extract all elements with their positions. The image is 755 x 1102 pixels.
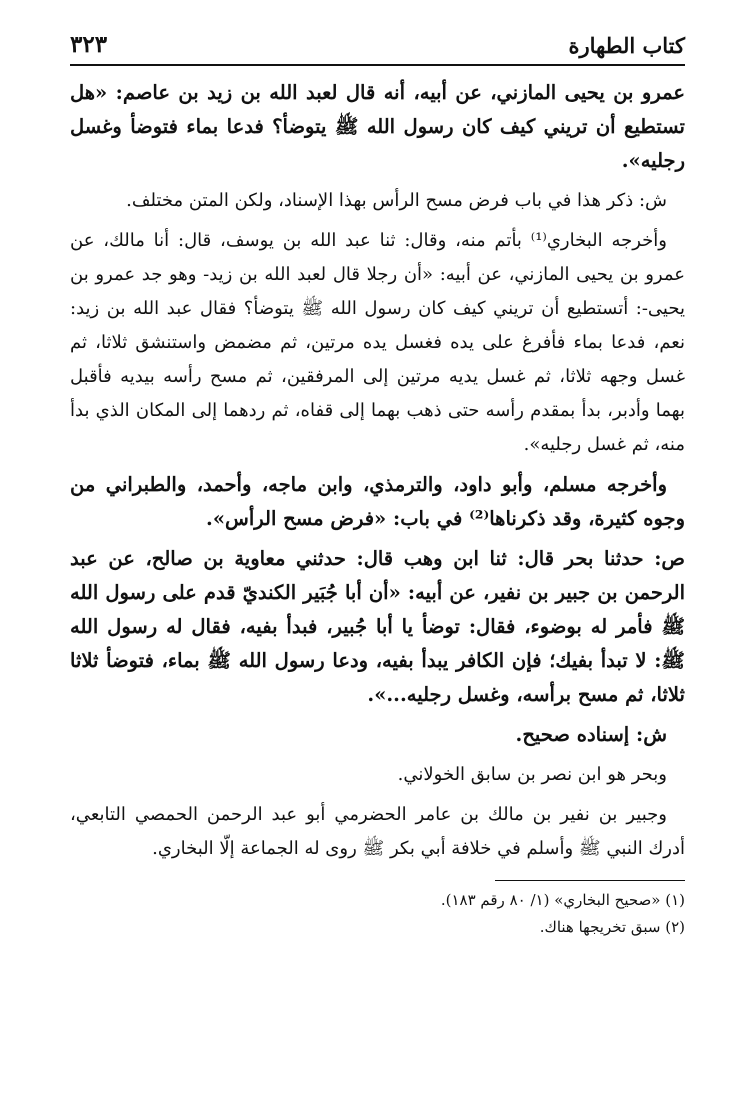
page-header (70, 22, 685, 58)
commentary-paragraph: ش: ذكر هذا في باب فرض مسح الرأس بهذا الإسناد، ولكن المتن مختلف. (126, 190, 667, 211)
footnote-2: (٢) سبق تخريجها هناك. (539, 918, 685, 936)
hadith-text: ص: حدثنا بحر قال: ثنا ابن وهب قال: حدثني معاوية بن صالح، عن عبد الرحمن بن جبير بن نفير، عن أبيه: «أن أبا جُبَير الكنديّ قدم على رسول الله ﷺ فأمر له بوضوء، فقال: توضأ يا أبا جُبير، فبدأ بفيه، فقال له رسول الله ﷺ: لا تبدأ بفيك؛ فإن الكافر يبدأ بفيه، ودعا رسول الله ﷺ بماء، فتوضأ ثلاثا ثلاثا، ثم مسح برأسه، وغسل رجليه...». (70, 547, 685, 706)
body-text (70, 76, 685, 866)
page-number: ٣٢٣ (70, 31, 108, 58)
footnote-rule (495, 880, 685, 881)
isnad-verdict: ش: إسناده صحيح. (515, 723, 667, 746)
hadith-text-continued: عمرو بن يحيى المازني، عن أبيه، أنه قال لعبد الله بن زيد بن عاصم: «هل تستطيع أن تريني كيف كان رسول الله ﷺ يتوضأ؟ فدعا بماء فتوضأ وغسل رجليه». (70, 81, 685, 172)
takhrij-paragraph: وأخرجه مسلم، وأبو داود، والترمذي، وابن ماجه، وأحمد، والطبراني من وجوه كثيرة، وقد ذكرناها⁽²⁾ في باب: «فرض مسح الرأس». (70, 473, 685, 530)
narrator-note-bahr: وبحر هو ابن نصر بن سابق الخولاني. (397, 764, 667, 785)
bukhari-narration: وأخرجه البخاري⁽¹⁾ بأتم منه، وقال: ثنا عبد الله بن يوسف، قال: أنا مالك، عن عمرو بن يحيى المازني، عن أبيه: «أن رجلا قال لعبد الله بن زيد- وهو جد عمرو بن يحيى-: أتستطيع أن تريني كيف كان رسول الله ﷺ يتوضأ؟ فقال عبد الله بن زيد: نعم، فدعا بماء فأفرغ على يده فغسل يده مرتين، ثم مضمض واستنشق ثلاثا، ثم غسل وجهه ثلاثا، ثم غسل يديه مرتين إلى المرفقين، ثم مسح رأسه بيديه فأقبل بهما وأدبر، بدأ بمقدم رأسه حتى ذهب بهما إلى قفاه، ثم ردهما إلى المكان الذي بدأ منه، ثم غسل رجليه». (70, 230, 685, 455)
running-title: كتاب الطهارة (568, 33, 685, 58)
footnotes (70, 880, 685, 941)
header-rule (70, 64, 685, 66)
narrator-note-jubayr: وجبير بن نفير بن مالك بن عامر الحضرمي أبو عبد الرحمن الحمصي التابعي، أدرك النبي ﷺ وأسلم في خلافة أبي بكر ﷺ روى له الجماعة إلّا البخاري. (70, 804, 685, 859)
footnote-1: (١) «صحيح البخاري» (١/ ٨٠ رقم ١٨٣). (440, 891, 685, 909)
